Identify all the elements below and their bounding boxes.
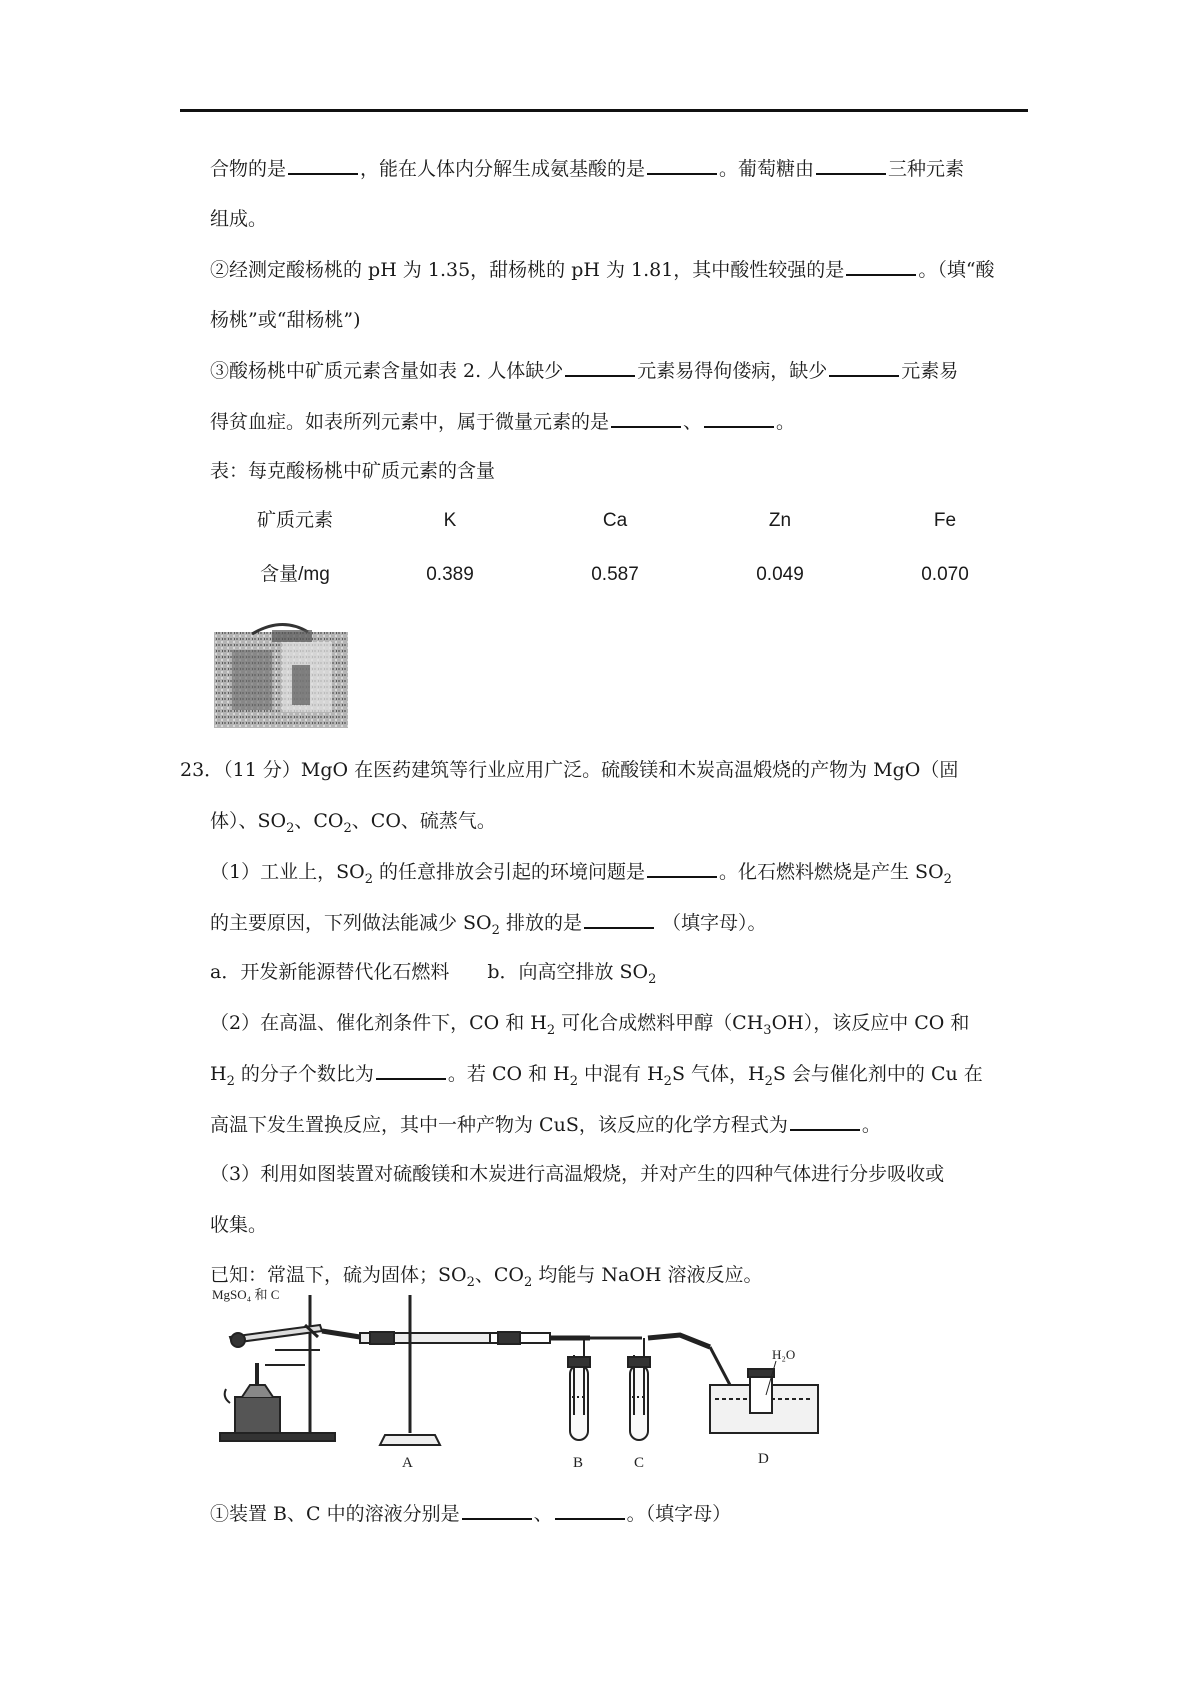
- collection-bottle: [750, 1373, 772, 1413]
- text-line-2: 组成。: [210, 208, 268, 230]
- table-header-cell: K: [443, 510, 457, 531]
- question-23-line-2: 体）、$SO_2$、$CO_2$、CO、硫蒸气。: [210, 810, 496, 836]
- answer-blank[interactable]: [555, 1500, 625, 1520]
- answer-blank[interactable]: [647, 155, 717, 175]
- table-cell: 0.389: [426, 564, 474, 585]
- question-23-line-1: 23．（11 分）MgO 在医药建筑等行业应用广泛。硫酸镁和木炭高温煅烧的产物为 MgO（固: [180, 759, 959, 781]
- text-line-4: 杨桃”或“甜杨桃”): [210, 309, 361, 331]
- table-header-cell: 矿质元素: [256, 510, 333, 531]
- answer-blank[interactable]: [462, 1500, 532, 1520]
- test-tube-b: [570, 1365, 588, 1440]
- known-info-line: 已知：常温下，硫为固体；$SO_2$、$CO_2$ 均能与 NaOH 溶液反应。: [210, 1264, 763, 1290]
- label-b: B: [573, 1455, 584, 1471]
- header-rule: [180, 109, 1028, 112]
- table-cell: 0.070: [921, 564, 969, 585]
- text-line-1: 合物的是 ，能在人体内分解生成氨基酸的是 。葡萄糖由 三种元素: [210, 155, 964, 182]
- stand-base: [220, 1433, 335, 1441]
- answer-blank[interactable]: [584, 909, 654, 929]
- part-3-line-2: 收集。: [210, 1214, 268, 1236]
- part-1-line-1: （1）工业上，$SO_2$ 的任意排放会引起的环境问题是 。化石燃料燃烧是产生 $SO_2$: [210, 858, 952, 885]
- answer-blank[interactable]: [790, 1111, 860, 1131]
- part-2-line-2: $H_2$ 的分子个数比为 。若 CO 和 $H_2$ 中混有 $H_2S$ 气体，$H_2S$ 会与催化剂中的 Cu 在: [210, 1060, 983, 1087]
- table-caption: 表：每克酸杨桃中矿质元素的含量: [210, 460, 496, 482]
- part-3-line-1: （3）利用如图装置对硫酸镁和木炭进行高温煅烧，并对产生的四种气体进行分步吸收或: [210, 1163, 945, 1185]
- answer-blank[interactable]: [816, 155, 886, 175]
- text-line-3: ②经测定酸杨桃的 pH 为 1.35，甜杨桃的 pH 为 1.81，其中酸性较强的是 。（填“酸: [210, 256, 995, 283]
- answer-blank[interactable]: [846, 256, 916, 276]
- sub-question-1: ①装置 B、C 中的溶液分别是 、 。（填字母）: [210, 1500, 731, 1527]
- table-header-cell: Ca: [602, 510, 628, 531]
- alcohol-burner: [235, 1397, 280, 1433]
- part-2-line-1: （2）在高温、催化剂条件下，CO 和 $H_2$ 可化合成燃料甲醇$(CH_3OH)$，该反应中 CO 和: [210, 1012, 970, 1038]
- label-c: C: [634, 1455, 645, 1471]
- apparatus-diagram: [210, 1285, 850, 1475]
- reagent-label: MgSO₄ 和 C: [212, 1287, 280, 1302]
- label-a: A: [402, 1455, 413, 1471]
- text-line-5: ③酸杨桃中矿质元素含量如表 2. 人体缺少 元素易得佝偻病，缺少 元素易: [210, 357, 958, 384]
- part-1-options: a．开发新能源替代化石燃料 b．向高空排放 $SO_2$: [210, 961, 657, 987]
- table-cell: 0.049: [756, 564, 804, 585]
- answer-blank[interactable]: [704, 408, 774, 428]
- lab-photo-image: [212, 620, 352, 730]
- answer-blank[interactable]: [647, 858, 717, 878]
- test-tube-c: [630, 1365, 648, 1440]
- table-header-cell: Zn: [768, 510, 792, 531]
- table-cell: 0.587: [591, 564, 639, 585]
- table-header-cell: Fe: [933, 510, 957, 531]
- text-line-6: 得贫血症。如表所列元素中，属于微量元素的是 、 。: [210, 408, 795, 435]
- water-label: H₂O: [772, 1347, 796, 1362]
- answer-blank[interactable]: [565, 357, 635, 377]
- answer-blank[interactable]: [611, 408, 681, 428]
- table-cell: 含量/mg: [260, 564, 330, 585]
- part-1-line-2: 的主要原因，下列做法能减少 $SO_2$ 排放的是 （填字母）。: [210, 909, 767, 936]
- answer-blank[interactable]: [376, 1060, 446, 1080]
- answer-blank[interactable]: [288, 155, 358, 175]
- part-2-line-3: 高温下发生置换反应，其中一种产物为 CuS，该反应的化学方程式为 。: [210, 1111, 881, 1138]
- answer-blank[interactable]: [829, 357, 899, 377]
- label-d: D: [758, 1451, 769, 1467]
